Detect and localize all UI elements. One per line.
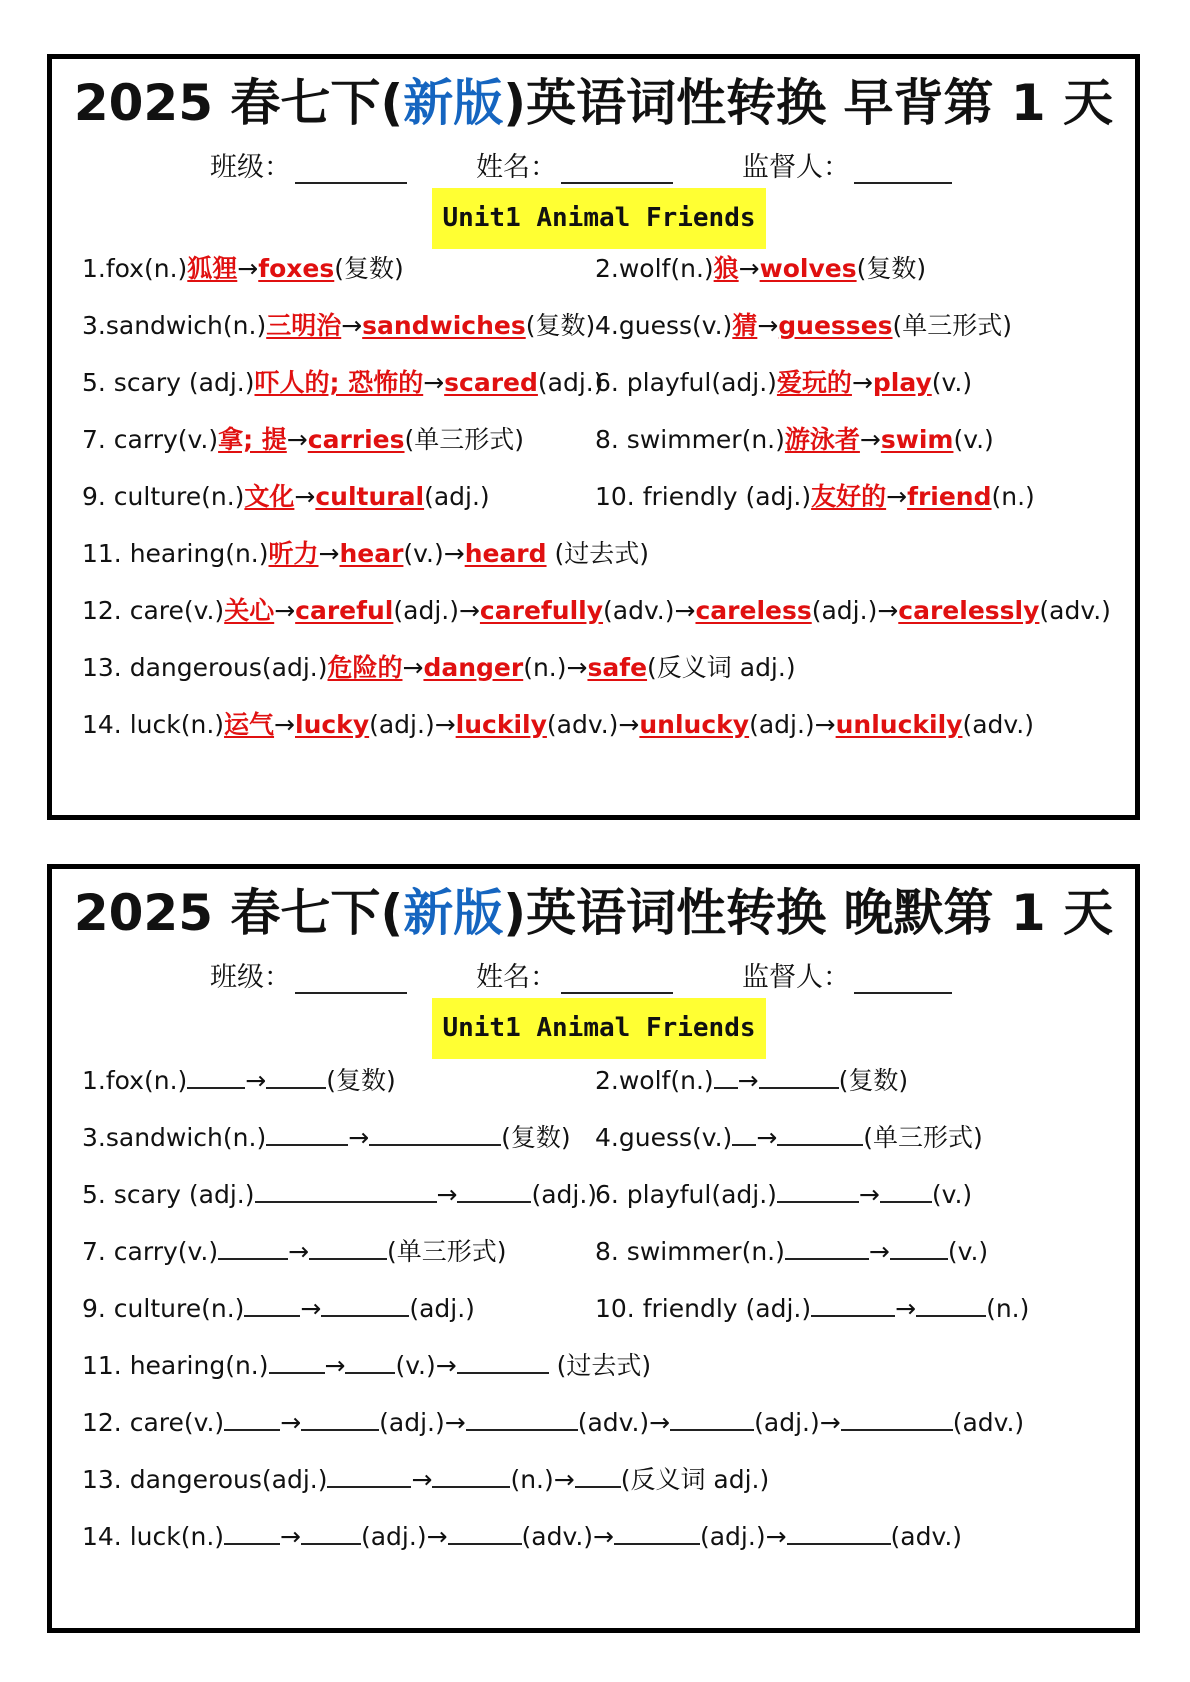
connector-text: (复数) xyxy=(838,1066,909,1095)
answer-blank[interactable] xyxy=(369,1120,501,1146)
supervisor-field xyxy=(742,145,952,184)
connector-text: (adv.) xyxy=(1039,596,1111,625)
answer-blank[interactable] xyxy=(457,1177,531,1203)
answer-blank[interactable] xyxy=(218,1234,288,1260)
word-prompt: 1.fox(n.) xyxy=(82,254,188,283)
connector-text: → xyxy=(886,482,908,511)
answer-text: luckily xyxy=(455,710,547,739)
word-item xyxy=(595,253,926,285)
answer-blank[interactable] xyxy=(448,1519,522,1545)
answer-blank[interactable] xyxy=(266,1063,326,1089)
title-prefix: 2025 春七下( xyxy=(73,884,404,942)
answer-blank[interactable] xyxy=(255,1177,437,1203)
word-item xyxy=(82,1120,571,1154)
connector-text: (复数) xyxy=(501,1123,571,1152)
word-prompt: 6. playful(adj.) xyxy=(595,1180,777,1209)
student-info-row xyxy=(52,955,1135,995)
word-prompt: 14. luck(n.) xyxy=(82,1522,225,1551)
answer-text: 吓人的; 恐怖的 xyxy=(254,368,424,397)
title-suffix: )英语词性转换 晚默第 1 天 xyxy=(503,884,1114,942)
connector-text: (n.)→ xyxy=(523,653,588,682)
answer-blank[interactable] xyxy=(327,1462,411,1488)
connector-text: (adj.) xyxy=(409,1294,475,1323)
answer-text: 关心 xyxy=(224,596,275,625)
name-label: 姓名： xyxy=(476,962,557,993)
answer-blank[interactable] xyxy=(759,1063,839,1089)
title-highlight: 新版 xyxy=(403,74,504,132)
answer-blank[interactable] xyxy=(457,1348,549,1374)
connector-text: (n.) xyxy=(986,1294,1030,1323)
connector-text: (adj.) xyxy=(531,1180,598,1209)
answer-text: danger xyxy=(423,653,524,682)
connector-text: (adj.)→ xyxy=(369,710,456,739)
answer-text: 游泳者 xyxy=(784,425,860,454)
answer-text: wolves xyxy=(759,254,857,283)
connector-text: (单三形式) xyxy=(863,1123,983,1152)
answer-blank[interactable] xyxy=(890,1234,948,1260)
morning-title xyxy=(52,63,1135,135)
word-prompt: 14. luck(n.) xyxy=(82,710,225,739)
answer-text: 友好的 xyxy=(811,482,887,511)
word-item xyxy=(82,1348,651,1382)
name-field xyxy=(476,145,673,184)
word-prompt: 13. dangerous(adj.) xyxy=(82,1465,328,1494)
answer-blank[interactable] xyxy=(466,1405,578,1431)
answer-blank[interactable] xyxy=(301,1405,379,1431)
word-item xyxy=(595,310,1012,342)
connector-text: → xyxy=(402,653,424,682)
connector-text: → xyxy=(280,1522,301,1551)
name-label: 姓名： xyxy=(476,152,557,183)
word-prompt: 11. hearing(n.) xyxy=(82,1351,269,1380)
word-item xyxy=(82,1291,475,1325)
answer-blank[interactable] xyxy=(614,1519,700,1545)
connector-text: (复数) xyxy=(326,1066,396,1095)
word-item xyxy=(595,1234,988,1268)
connector-text: → xyxy=(274,710,295,739)
answer-text: 文化 xyxy=(244,482,295,511)
word-item xyxy=(82,481,490,513)
word-prompt: 9. culture(n.) xyxy=(82,1294,245,1323)
connector-text: → xyxy=(237,254,259,283)
answer-blank[interactable] xyxy=(785,1234,869,1260)
connector-text: (反义词 adj.) xyxy=(620,1465,770,1494)
answer-blank[interactable] xyxy=(670,1405,754,1431)
word-item xyxy=(595,1063,908,1097)
answer-text: swim xyxy=(880,425,954,454)
answer-text: carefully xyxy=(479,596,604,625)
supervisor-label: 监督人： xyxy=(742,152,850,183)
word-item xyxy=(82,1519,962,1553)
connector-text: → xyxy=(341,311,363,340)
connector-text: (adv.) xyxy=(890,1522,963,1551)
connector-text: → xyxy=(286,425,308,454)
connector-text: → xyxy=(436,1180,458,1209)
supervisor-field xyxy=(742,955,952,994)
student-info-row xyxy=(52,145,1135,185)
name-blank[interactable] xyxy=(561,962,673,994)
answer-blank[interactable] xyxy=(811,1291,895,1317)
connector-text: → xyxy=(895,1294,917,1323)
answer-blank[interactable] xyxy=(432,1462,510,1488)
word-prompt: 12. care(v.) xyxy=(82,596,225,625)
connector-text: → xyxy=(859,425,881,454)
word-item xyxy=(595,1177,972,1211)
answer-text: unlucky xyxy=(639,710,750,739)
answer-text: 狐狸 xyxy=(187,254,238,283)
connector-text: → xyxy=(738,254,760,283)
connector-text: → xyxy=(411,1465,433,1494)
answer-text: foxes xyxy=(258,254,335,283)
morning-worksheet xyxy=(47,54,1140,820)
unit-banner: Unit1 Animal Friends xyxy=(432,998,766,1059)
answer-blank[interactable] xyxy=(309,1234,387,1260)
answer-blank[interactable] xyxy=(714,1063,738,1089)
answer-blank[interactable] xyxy=(224,1405,280,1431)
word-item xyxy=(82,538,649,570)
word-item xyxy=(595,1291,1029,1325)
answer-text: careful xyxy=(295,596,394,625)
connector-text: (adv.) xyxy=(962,710,1034,739)
word-prompt: 1.fox(n.) xyxy=(82,1066,188,1095)
title-prefix: 2025 春七下( xyxy=(73,74,404,132)
word-prompt: 3.sandwich(n.) xyxy=(82,311,267,340)
answer-text: 猜 xyxy=(732,311,758,340)
connector-text: → xyxy=(858,1180,880,1209)
answer-blank[interactable] xyxy=(321,1291,409,1317)
connector-text: → xyxy=(757,311,779,340)
word-item xyxy=(82,1177,597,1211)
evening-title xyxy=(52,873,1135,945)
word-item xyxy=(82,1234,507,1268)
word-prompt: 8. swimmer(n.) xyxy=(595,425,785,454)
answer-text: careless xyxy=(695,596,812,625)
word-prompt: 10. friendly (adj.) xyxy=(595,482,812,511)
connector-text: (过去式) xyxy=(546,539,650,568)
connector-text: → xyxy=(300,1294,322,1323)
connector-text: (单三形式) xyxy=(892,311,1013,340)
word-prompt: 6. playful(adj.) xyxy=(595,368,777,397)
title-highlight: 新版 xyxy=(403,884,504,942)
word-prompt: 13. dangerous(adj.) xyxy=(82,653,328,682)
answer-blank[interactable] xyxy=(841,1405,953,1431)
answer-blank[interactable] xyxy=(266,1120,348,1146)
word-prompt: 2.wolf(n.) xyxy=(595,254,714,283)
connector-text: (反义词 adj.) xyxy=(647,653,796,682)
connector-text: (adj.)→ xyxy=(749,710,836,739)
unit-banner: Unit1 Animal Friends xyxy=(432,188,766,249)
connector-text: → xyxy=(245,1066,267,1095)
title-suffix: )英语词性转换 早背第 1 天 xyxy=(503,74,1114,132)
connector-text: → xyxy=(868,1237,890,1266)
connector-text: (过去式) xyxy=(548,1351,652,1380)
answer-text: sandwiches xyxy=(362,311,526,340)
connector-text: → xyxy=(294,482,316,511)
answer-text: unluckily xyxy=(835,710,963,739)
connector-text: (复数) xyxy=(525,311,596,340)
connector-text: (复数) xyxy=(856,254,927,283)
connector-text: (adj.)→ xyxy=(811,596,899,625)
word-item xyxy=(82,1405,1024,1439)
word-prompt: 11. hearing(n.) xyxy=(82,539,269,568)
answer-text: friend xyxy=(907,482,992,511)
connector-text: → xyxy=(756,1123,778,1152)
word-item xyxy=(82,1063,396,1097)
answer-text: 爱玩的 xyxy=(776,368,852,397)
answer-text: 危险的 xyxy=(327,653,403,682)
supervisor-blank[interactable] xyxy=(854,152,952,184)
connector-text: (v.)→ xyxy=(395,1351,457,1380)
answer-blank[interactable] xyxy=(269,1348,325,1374)
answer-blank[interactable] xyxy=(187,1063,245,1089)
answer-text: 狼 xyxy=(713,254,739,283)
word-item xyxy=(595,424,994,456)
answer-text: 拿; 提 xyxy=(218,425,287,454)
connector-text: → xyxy=(324,1351,346,1380)
connector-text: (adj.) xyxy=(537,368,604,397)
connector-text: → xyxy=(274,596,296,625)
connector-text: (adv.)→ xyxy=(521,1522,614,1551)
class-field xyxy=(210,145,407,184)
answer-blank[interactable] xyxy=(732,1120,756,1146)
answer-text: scared xyxy=(444,368,538,397)
answer-text: guesses xyxy=(778,311,893,340)
class-blank[interactable] xyxy=(295,962,407,994)
word-item xyxy=(82,424,524,456)
connector-text: (v.) xyxy=(947,1237,989,1266)
answer-text: 三明治 xyxy=(266,311,342,340)
word-prompt: 8. swimmer(n.) xyxy=(595,1237,785,1266)
word-prompt: 3.sandwich(n.) xyxy=(82,1123,267,1152)
answer-text: heard xyxy=(464,539,547,568)
connector-text: (adv.)→ xyxy=(577,1408,671,1437)
answer-text: 运气 xyxy=(224,710,275,739)
connector-text: (adj.)→ xyxy=(754,1408,841,1437)
word-item xyxy=(595,1120,983,1154)
word-prompt: 5. scary (adj.) xyxy=(82,1180,255,1209)
word-prompt: 12. care(v.) xyxy=(82,1408,225,1437)
connector-text: (adv.) xyxy=(952,1408,1025,1437)
answer-blank[interactable] xyxy=(777,1177,859,1203)
connector-text: (v.) xyxy=(953,425,994,454)
word-item xyxy=(595,481,1035,513)
connector-text: (adj.)→ xyxy=(360,1522,448,1551)
word-prompt: 7. carry(v.) xyxy=(82,425,219,454)
connector-text: (v.) xyxy=(931,1180,973,1209)
word-item xyxy=(82,652,796,684)
connector-text: (adj.) xyxy=(424,482,490,511)
answer-blank[interactable] xyxy=(345,1348,395,1374)
connector-text: → xyxy=(423,368,445,397)
connector-text: → xyxy=(348,1123,370,1152)
answer-blank[interactable] xyxy=(575,1462,621,1488)
answer-blank[interactable] xyxy=(244,1291,300,1317)
answer-text: carries xyxy=(307,425,405,454)
word-prompt: 4.guess(v.) xyxy=(595,1123,733,1152)
answer-text: cultural xyxy=(315,482,425,511)
answer-blank[interactable] xyxy=(880,1177,932,1203)
connector-text: (n.)→ xyxy=(510,1465,575,1494)
word-item xyxy=(82,253,404,285)
word-item xyxy=(595,367,972,399)
answer-text: 听力 xyxy=(268,539,319,568)
class-label: 班级： xyxy=(210,152,291,183)
connector-text: (adj.)→ xyxy=(379,1408,466,1437)
connector-text: → xyxy=(737,1066,759,1095)
connector-text: (v.) xyxy=(931,368,973,397)
supervisor-label: 监督人： xyxy=(742,962,850,993)
answer-text: carelessly xyxy=(898,596,1040,625)
connector-text: (n.) xyxy=(991,482,1035,511)
class-blank[interactable] xyxy=(295,152,407,184)
connector-text: (adj.)→ xyxy=(699,1522,787,1551)
connector-text: (复数) xyxy=(334,254,404,283)
answer-blank[interactable] xyxy=(224,1519,280,1545)
class-field xyxy=(210,955,407,994)
answer-text: lucky xyxy=(295,710,370,739)
word-item xyxy=(82,367,604,399)
connector-text: → xyxy=(280,1408,302,1437)
class-label: 班级： xyxy=(210,962,291,993)
word-prompt: 7. carry(v.) xyxy=(82,1237,219,1266)
answer-text: hear xyxy=(339,539,404,568)
answer-text: play xyxy=(872,368,932,397)
word-item xyxy=(82,1462,769,1496)
answer-blank[interactable] xyxy=(777,1120,863,1146)
connector-text: → xyxy=(288,1237,310,1266)
word-prompt: 4.guess(v.) xyxy=(595,311,733,340)
word-prompt: 9. culture(n.) xyxy=(82,482,245,511)
name-field xyxy=(476,955,673,994)
word-prompt: 10. friendly (adj.) xyxy=(595,1294,812,1323)
answer-blank[interactable] xyxy=(916,1291,986,1317)
name-blank[interactable] xyxy=(561,152,673,184)
word-item xyxy=(82,709,1034,741)
connector-text: (adj.)→ xyxy=(393,596,480,625)
word-item xyxy=(82,595,1111,627)
connector-text: → xyxy=(851,368,873,397)
word-item xyxy=(82,310,595,342)
connector-text: (单三形式) xyxy=(404,425,525,454)
word-prompt: 5. scary (adj.) xyxy=(82,368,255,397)
evening-worksheet xyxy=(47,864,1140,1633)
connector-text: (adv.)→ xyxy=(603,596,696,625)
answer-text: safe xyxy=(587,653,648,682)
answer-blank[interactable] xyxy=(787,1519,891,1545)
connector-text: (单三形式) xyxy=(387,1237,507,1266)
answer-blank[interactable] xyxy=(301,1519,361,1545)
connector-text: (adv.)→ xyxy=(546,710,640,739)
word-prompt: 2.wolf(n.) xyxy=(595,1066,714,1095)
supervisor-blank[interactable] xyxy=(854,962,952,994)
connector-text: (v.)→ xyxy=(403,539,465,568)
connector-text: → xyxy=(318,539,340,568)
